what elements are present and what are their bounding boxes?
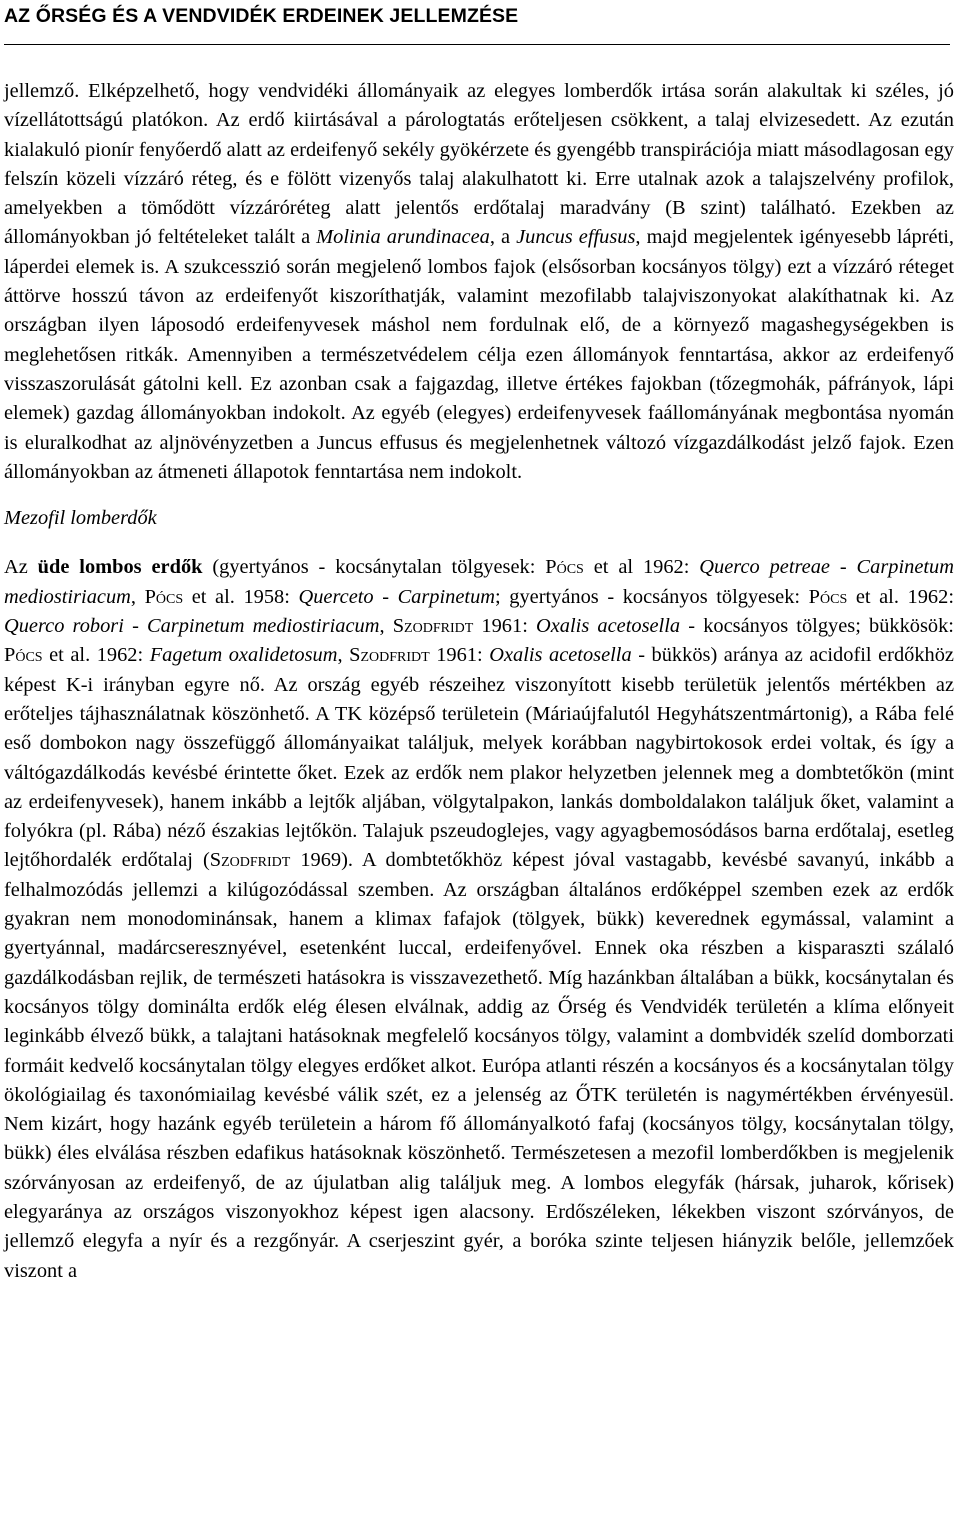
- text-run: (gyertyános - kocsánytalan tölgyesek:: [202, 556, 546, 579]
- text-run: 1961:: [473, 615, 537, 638]
- author-name: Szodfridt: [209, 849, 291, 872]
- paragraph-erdeifenyvesek: [4, 77, 954, 487]
- syntaxon-name: Querco robori - Carpinetum mediostiriacum: [4, 615, 380, 638]
- author-name: Pócs: [545, 556, 584, 579]
- text-run: - bükkös) aránya az acidofil erdőkhöz képest K-i irányban egyre nő. Az ország egyéb részeihez viszonyított kisebb területük jelentős mértékben az erőteljes tájhasználatnak köszönhető. A TK középső területein (Máriaújfalutól Hegyhátszentmártonig), a Rába felé eső dombokon nagy összefüggő állományaikat találjuk, melyek korábban nagybirtokosok erdei voltak, és így a váltógazdálkodás kevésbé érintette őket. Ezek az erdők nem plakor helyzetben jelennek meg a dombtetőkön (mint az erdeifenyvesek), hanem inkább a lejtők aljában, völgytalpakon, lankás domboldalakon találjuk őket, valamint a folyókra (pl. Rába) néző északias lejtőkön. Talajuk pszeudoglejes, vagy agyagbemosódásos barna erdőtalaj, esetleg lejtőhordalék erdőtalaj (: [4, 644, 954, 872]
- text-run: 1961:: [429, 644, 490, 667]
- page-header: [4, 2, 950, 45]
- species-name: Juncus effusus: [516, 226, 636, 249]
- text-run: Az: [4, 556, 38, 579]
- text-run: ; gyertyános - kocsányos tölgyesek:: [495, 585, 809, 608]
- syntaxon-name: Querco petreae - Carpinetum mediostiriacum: [4, 556, 954, 608]
- author-name: Szodfridt: [349, 644, 430, 667]
- text-run: , majd megjelentek igényesebb lápréti, láperdei elemek is. A szukcesszió során megjelenő lombos fajok (elsősorban kocsányos tölgy) ezt a vízzáró réteget áttörve hosszú távon az erdeifenyőt kiszoríthatják, valamint mezofilabb talajviszonyokat alakíthatnak ki. Az országban ilyen láposodó erdeifenyvesek máshol nem fordulnak elő, de a környező magashegységekben is meglehetősen ritkák. Amennyiben a természetvédelem célja ezen állományok fenntartása, akkor az erdeifenyő visszaszorulását gátolni kell. Ez azonban csak a fajgazdag, illetve értékes fajokban (tőzegmohák, páfrányok, lápi elemek) gazdag állományokban indokolt. Az egyéb (elegyes) erdeifenyvesek faállományának megbontása nyomán is eluralkodhat az aljnövényzetben a Juncus effusus és megjelenhetnek változó vízgazdálkodást jelző fajok. Ezen állományokban az átmeneti állapotok fenntartása nem indokolt.: [4, 226, 955, 483]
- syntaxon-name: Querceto - Carpinetum: [298, 585, 496, 608]
- author-name: Pócs: [808, 585, 848, 608]
- text-run: et al. 1962:: [847, 585, 954, 608]
- species-name: Oxalis acetosella: [489, 644, 632, 667]
- text-run: jellemző. Elképzelhető, hogy vendvidéki állományaik az elegyes lomberdők irtása során alakultak ki széles, jó vízellátottságú platókon. Az erdő kiirtásával a párologtatás erőteljesen csökkent, a talaj elvizesedett. Az ezután kialakuló pionír fenyőerdő alatt az erdeifenyő sekély gyökérzete és gyengébb transpirációja miatt másodlagosan egy felszín közeli vízzáró réteg, és e fölött vizenyős talaj alakulhatott ki. Erre utalnak azok a talajszelvény profilok, amelyekben a tömődött vízzáróréteg alatt jelentős erdőtalaj maradvány (B szint) található. Ezekben az állományokban jó feltételeket talált a: [4, 80, 954, 249]
- author-name: Pócs: [144, 585, 184, 608]
- bold-term: üde lombos erdők: [37, 556, 203, 579]
- syntaxon-name: Fagetum oxalidetosum: [149, 644, 338, 667]
- text-run: 1969). A dombtetőkhöz képest jóval vastagabb, kevésbé savanyú, inkább a felhalmozódás jellemzi a kilúgozódással szemben. Az országban általános erdőképpel szemben ezek az erdők gyakran nem monodominánsak, hanem a klimax fafajok (tölgyek, bükk) keverednek egymással, valamint a gyertyánnal, madárcseresznyével, esetenként luccal, erdeifenyővel. Ennek oka részben a kisparaszti szálaló gazdálkodásban rejlik, de természeti hatásokra is visszavezethető. Míg hazánkban általában a bükk, kocsánytalan és kocsányos tölgy dominálta erdők elég élesen elválnak, addig az Őrség és Vendvidék területén a klíma előnyeit leginkább élvező bükk, a talajtani hatásoknak megfelelő kocsányos tölgy, valamint a dombvidék szelíd domborzati formáit kedvelő kocsánytalan tölgy elegyes erdőket alkot. Európa atlanti részén a kocsányos és a kocsánytalan tölgy ökológiailag és taxonómiailag kevésbé válik szét, ez a jelenség az ŐTK területén is nagymértékben érvényesül. Nem kizárt, hogy hazánk egyéb területein a három fő állományalkotó fafaj (kocsányos tölgy, kocsánytalan tölgy, bükk) éles elválása részben edafikus hatásoknak köszönhető. Természetesen a mezofil lomberdőkben is megjelenik szórványosan az erdeifenyő, de az újulatban alig találjuk meg. A lombos elegyfák (hársak, juharok, kőrisek) elegyaránya az országos viszonyokhoz képest igen alacsony. Erdőszéleken, lékekben viszont szórványos, de jellemző elegyfa a nyír és a rezgőnyár. A cserjeszint gyér, a boróka szinte teljesen hiányzik belőle, jellemzőek viszont a: [4, 849, 954, 1282]
- species-name: Oxalis acetosella: [536, 615, 681, 638]
- text-run: ,: [379, 615, 393, 638]
- author-name: Pócs: [4, 644, 43, 667]
- text-run: , a: [489, 226, 517, 249]
- author-name: Szodfridt: [392, 615, 474, 638]
- header-title: AZ ŐRSÉG ÉS A VENDVIDÉK ERDEINEK JELLEMZÉSE: [4, 5, 519, 27]
- paragraph-mezofil-lomberdok: [4, 553, 954, 1285]
- section-title: Mezofil lomberdők: [4, 507, 157, 530]
- text-run: ,: [337, 644, 350, 667]
- text-run: et al 1962:: [583, 556, 700, 579]
- text-run: - kocsányos tölgyes; bükkösök:: [680, 615, 954, 638]
- species-name: Molinia arundinacea: [316, 226, 490, 249]
- text-run: et al. 1962:: [42, 644, 150, 667]
- text-run: et al. 1958:: [183, 585, 299, 608]
- text-run: ,: [130, 585, 145, 608]
- document-body: [4, 77, 954, 1286]
